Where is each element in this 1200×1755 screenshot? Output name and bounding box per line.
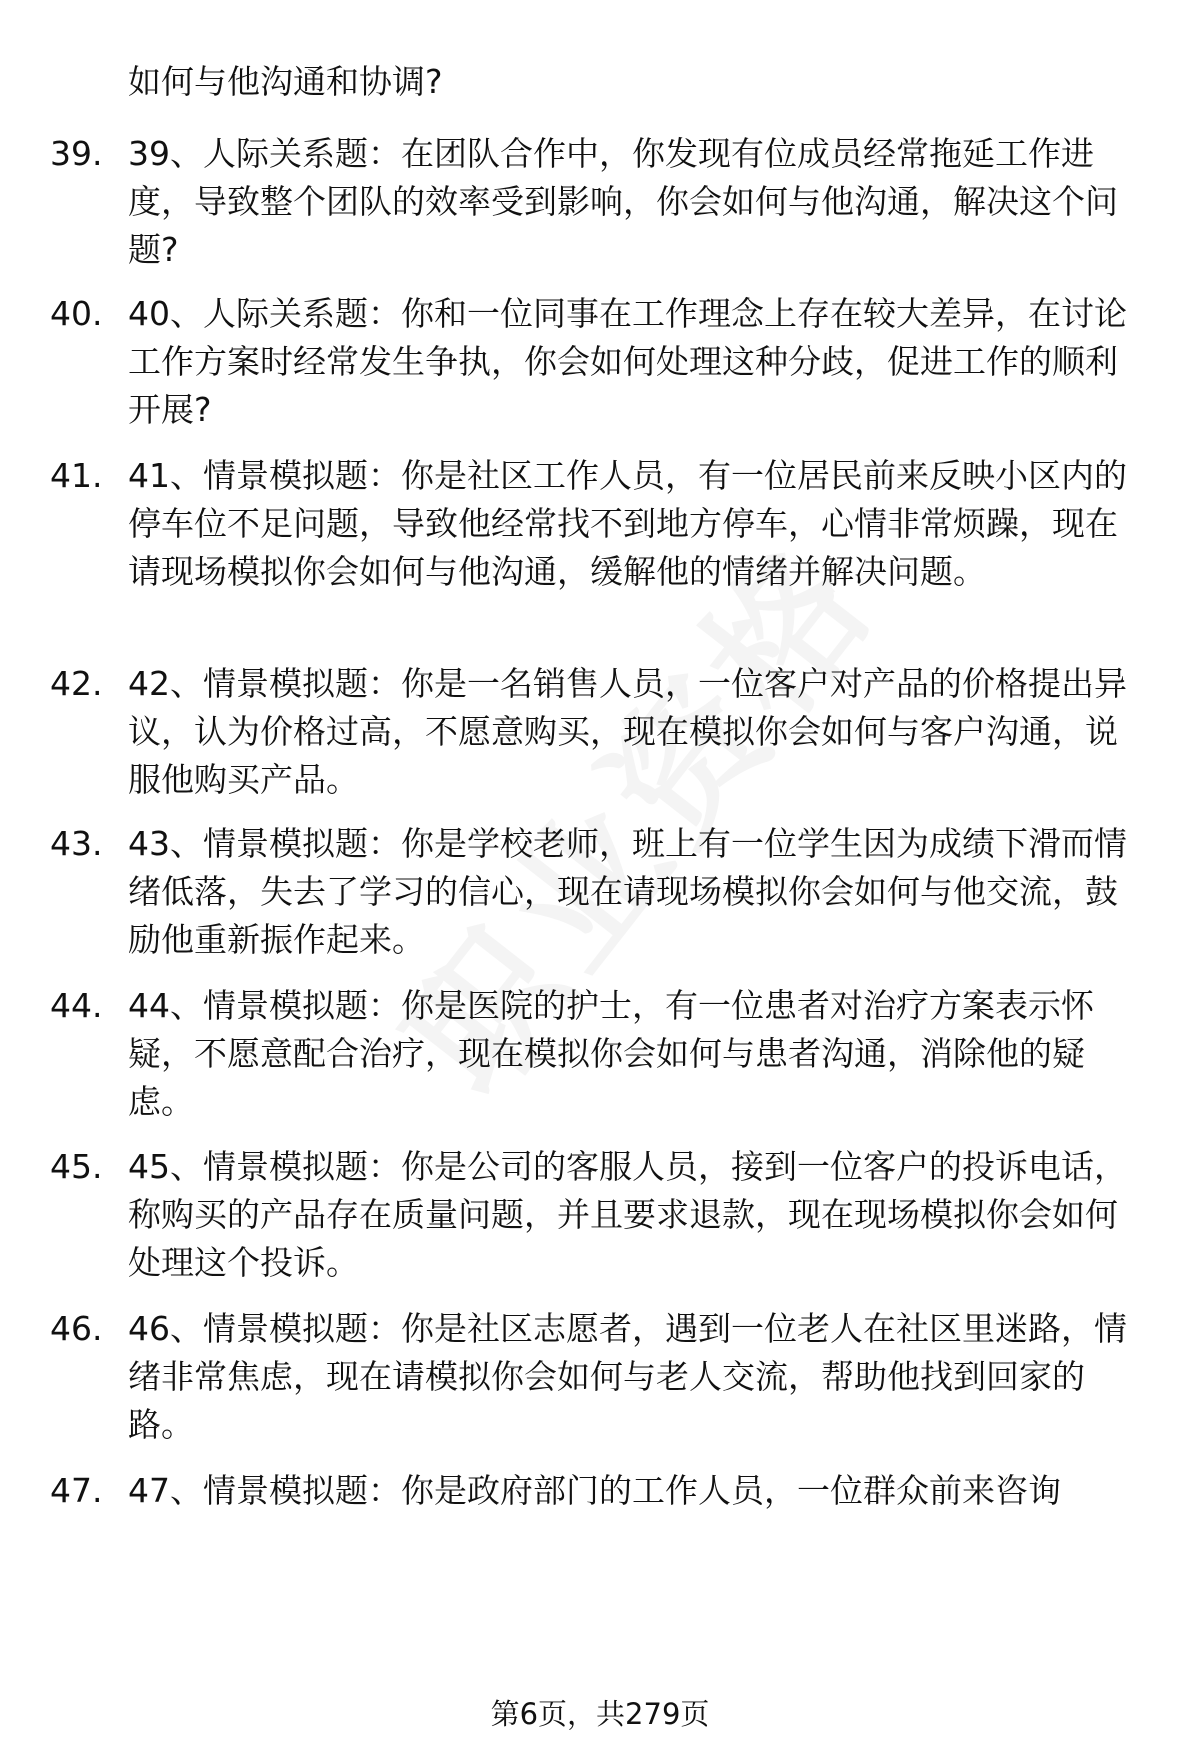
item-text: 46、情景模拟题：你是社区志愿者，遇到一位老人在社区里迷路，情绪非常焦虑，现在请模拟你会如何与老人交流，帮助他找到回家的路。 — [128, 1309, 1127, 1444]
item-number: 47. — [50, 1471, 103, 1510]
item-number: 45. — [50, 1147, 103, 1186]
item-text: 45、情景模拟题：你是公司的客服人员，接到一位客户的投诉电话，称购买的产品存在质量问题，并且要求退款，现在现场模拟你会如何处理这个投诉。 — [128, 1147, 1127, 1282]
page-footer: 第6页，共279页 — [490, 1697, 710, 1731]
item-number: 44. — [50, 986, 103, 1025]
item-number: 43. — [50, 824, 103, 863]
item-number: 40. — [50, 294, 103, 333]
item-text: 41、情景模拟题：你是社区工作人员，有一位居民前来反映小区内的停车位不足问题，导致他经常找不到地方停车，心情非常烦躁，现在请现场模拟你会如何与他沟通，缓解他的情绪并解决问题。 — [128, 456, 1127, 591]
item-text: 44、情景模拟题：你是医院的护士，有一位患者对治疗方案表示怀疑，不愿意配合治疗，现在模拟你会如何与患者沟通，消除他的疑虑。 — [128, 986, 1094, 1121]
item-number: 46. — [50, 1309, 103, 1348]
item-number: 42. — [50, 664, 103, 703]
item-text: 42、情景模拟题：你是一名销售人员，一位客户对产品的价格提出异议，认为价格过高，不愿意购买，现在模拟你会如何与客户沟通，说服他购买产品。 — [128, 664, 1127, 799]
item-text: 43、情景模拟题：你是学校老师，班上有一位学生因为成绩下滑而情绪低落，失去了学习的信心，现在请现场模拟你会如何与他交流，鼓励他重新振作起来。 — [128, 824, 1127, 959]
carry-over-text: 如何与他沟通和协调? — [128, 62, 443, 101]
item-number: 39. — [50, 134, 103, 173]
item-number: 41. — [50, 456, 103, 495]
item-text: 40、人际关系题：你和一位同事在工作理念上存在较大差异，在讨论工作方案时经常发生争执，你会如何处理这种分歧，促进工作的顺利开展? — [128, 294, 1127, 429]
item-text: 47、情景模拟题：你是政府部门的工作人员，一位群众前来咨询 — [128, 1471, 1061, 1510]
item-text: 39、人际关系题：在团队合作中，你发现有位成员经常拖延工作进度，导致整个团队的效率受到影响，你会如何与他沟通，解决这个问题? — [128, 134, 1118, 269]
